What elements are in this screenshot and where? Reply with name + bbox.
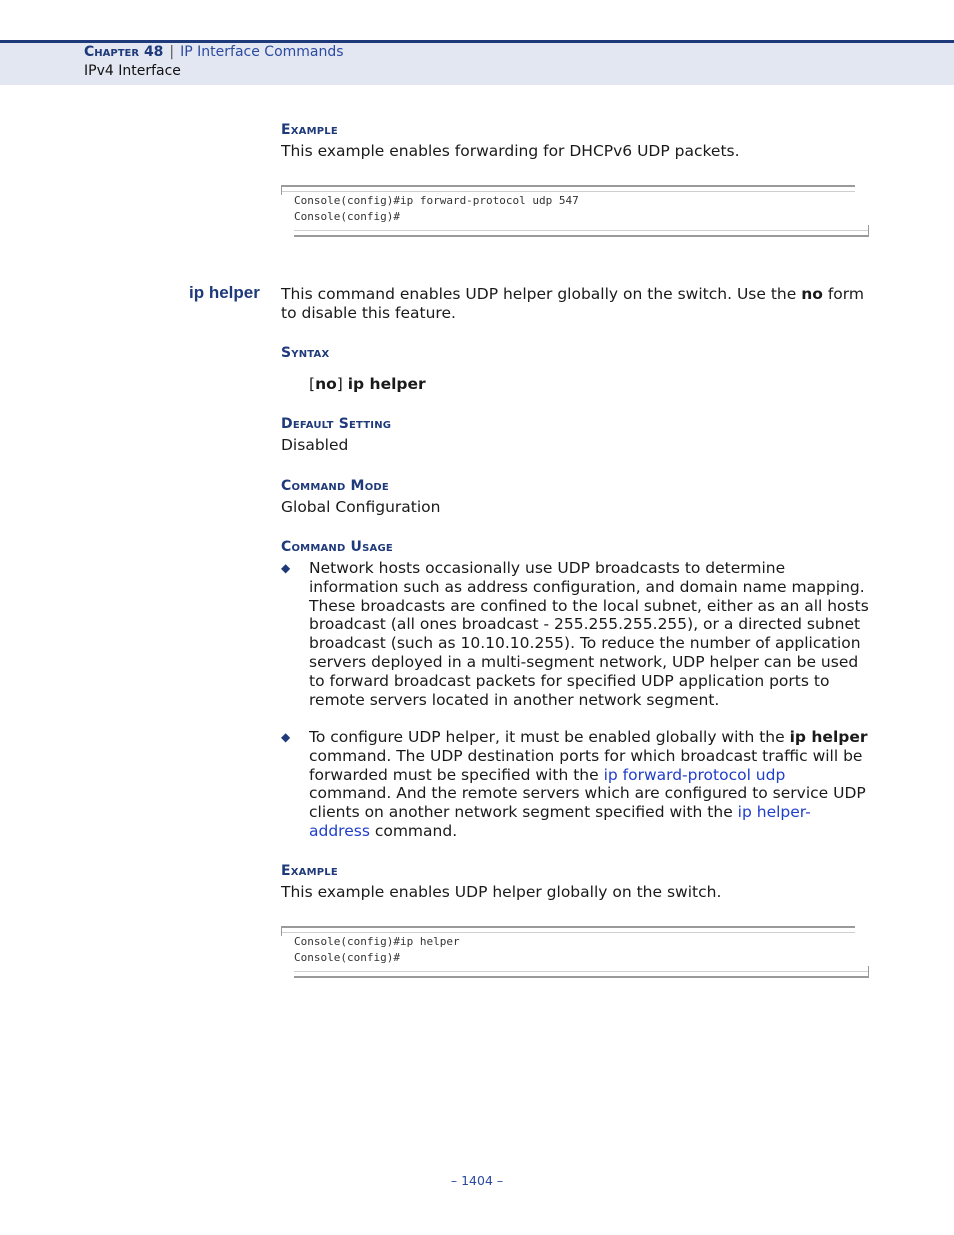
section-subtitle: IPv4 Interface — [84, 63, 181, 79]
syntax-no: no — [315, 375, 337, 393]
page-number: – 1404 – — [450, 1173, 504, 1188]
bullet2-text: command. And the remote servers which are configured to service UDP clients on another network segment specified with the — [309, 784, 866, 822]
syntax-command: ip helper — [347, 375, 426, 393]
usage-bullet — [281, 559, 871, 709]
syntax-heading: Syntax — [281, 345, 330, 361]
command-mode-heading: Command Mode — [281, 478, 389, 494]
default-setting-value: Disabled — [281, 436, 349, 454]
intro-text: This command enables UDP helper globally on the switch. Use the — [281, 285, 802, 303]
ip-helper-address-link[interactable]: ip helper-address — [309, 803, 811, 840]
ip-forward-protocol-udp-link[interactable]: ip forward-protocol udp — [603, 765, 786, 784]
chapter-number: Chapter 48 — [84, 44, 164, 60]
bullet2-text: command. — [369, 821, 458, 840]
syntax-close-bracket: ] — [336, 375, 348, 393]
code-line: Console(config)#ip forward-protocol udp 547 — [294, 194, 579, 207]
code-block — [281, 926, 869, 978]
code-line: Console(config)# — [294, 210, 400, 223]
example-heading: Example — [281, 863, 338, 879]
command-usage-heading: Command Usage — [281, 539, 393, 555]
code-block-right-cap — [865, 225, 869, 235]
intro-no-keyword: no — [801, 285, 823, 303]
example-description: This example enables UDP helper globally on the switch. — [281, 883, 722, 901]
chapter-title: IP Interface Commands — [180, 44, 344, 60]
default-setting-heading: Default Setting — [281, 416, 392, 432]
code-block-top-rule — [281, 185, 855, 192]
diamond-bullet-icon: ◆ — [281, 561, 291, 575]
diamond-bullet-icon: ◆ — [281, 730, 291, 744]
code-block-bottom-rule — [294, 230, 869, 237]
example-description: This example enables forwarding for DHCPv6 UDP packets. — [281, 142, 740, 160]
bullet2-ip-helper: ip helper — [789, 728, 868, 746]
example-heading: Example — [281, 122, 338, 138]
intro-text-end: form to disable this feature. — [281, 285, 864, 322]
chapter-header — [84, 44, 344, 60]
code-line: Console(config)# — [294, 951, 400, 964]
syntax-line — [309, 375, 899, 394]
header-separator: | — [169, 44, 175, 60]
command-mode-value: Global Configuration — [281, 498, 441, 516]
syntax-open-bracket: [ — [309, 375, 316, 393]
code-line: Console(config)#ip helper — [294, 935, 460, 948]
command-intro — [281, 285, 871, 323]
code-block-left-cap — [281, 185, 285, 195]
usage-bullet — [281, 728, 871, 843]
code-block-top-rule — [281, 926, 855, 933]
bullet2-text: To configure UDP helper, it must be enabled globally with the — [309, 728, 790, 746]
code-block-left-cap — [281, 926, 285, 936]
bullet2-text: command. The UDP destination ports for which broadcast traffic will be forwarded must be specified with the — [309, 746, 863, 784]
usage-bullet-text: Network hosts occasionally use UDP broadcasts to determine information such as address configuration, and domain name mapping. These broadcasts are confined to the local subnet, either as an all hosts broadcast (all ones broadcast - 255.255.255.255), or a directed subnet broadcast (such as 10.10.10.255). To reduce the number of application servers deployed in a multi-segment network, UDP helper can be used to forward broadcast packets for specified UDP application ports to remote servers located in another network segment. — [309, 559, 869, 709]
code-block-right-cap — [865, 966, 869, 976]
code-block-bottom-rule — [294, 971, 869, 978]
code-block — [281, 185, 869, 237]
command-title: ip helper — [189, 283, 260, 302]
usage-bullet-text — [309, 728, 869, 841]
